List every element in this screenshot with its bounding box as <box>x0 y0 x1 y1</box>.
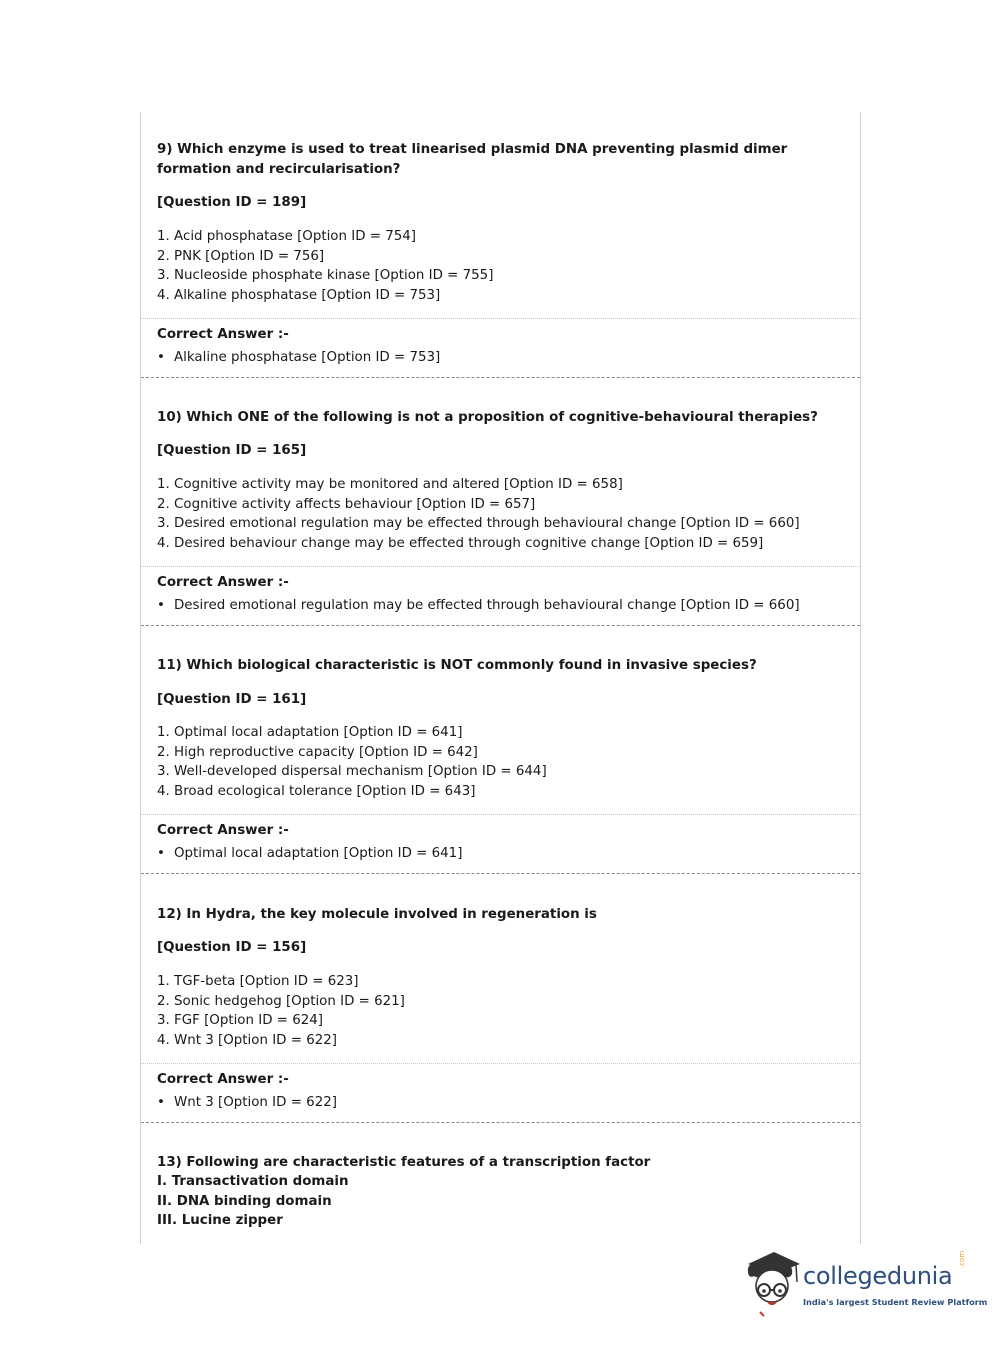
correct-answer-text: Desired emotional regulation may be effected through behavioural change [Option ID = 660] <box>174 598 800 613</box>
correct-answer-text: Wnt 3 [Option ID = 622] <box>174 1095 337 1110</box>
correct-answer-label: Correct Answer :- <box>157 823 289 838</box>
option-item: 4. Wnt 3 [Option ID = 622] <box>157 1032 337 1048</box>
option-item: 2. PNK [Option ID = 756] <box>157 248 325 264</box>
question-separator <box>141 1122 860 1123</box>
correct-answer-text: Alkaline phosphatase [Option ID = 753] <box>174 350 441 365</box>
options-list <box>157 227 493 305</box>
question-title: 13) Following are characteristic features of a transcription factor <box>157 1155 651 1170</box>
question-separator <box>141 377 860 378</box>
statement-item: I. Transactivation domain <box>157 1174 349 1189</box>
question-separator <box>141 873 860 874</box>
option-item: 3. FGF [Option ID = 624] <box>157 1013 324 1028</box>
divider <box>141 566 860 567</box>
option-item: 1. Cognitive activity may be monitored and altered [Option ID = 658] <box>157 477 623 492</box>
option-item: 2. Cognitive activity affects behaviour [Option ID = 657] <box>157 496 536 512</box>
option-item: 1. Acid phosphatase [Option ID = 754] <box>157 229 417 244</box>
option-item: 1. TGF-beta [Option ID = 623] <box>157 974 359 989</box>
option-item: 1. Optimal local adaptation [Option ID = 641] <box>157 725 463 740</box>
question-title: 9) Which enzyme is used to treat linearised plasmid DNA preventing plasmid dimer formation and recircularisation? <box>157 142 788 177</box>
correct-answer-label: Correct Answer :- <box>157 1072 289 1087</box>
brand-name: collegedunia <box>803 1262 953 1290</box>
option-item: 2. High reproductive capacity [Option ID = 642] <box>157 744 478 760</box>
question-id: [Question ID = 156] <box>157 940 307 955</box>
bullet-icon: • <box>157 1095 165 1110</box>
brand-tagline: India's largest Student Review Platform <box>803 1297 988 1307</box>
options-list <box>157 723 547 801</box>
correct-answer-label: Correct Answer :- <box>157 575 289 590</box>
correct-answer <box>157 348 440 368</box>
correct-answer <box>157 596 800 616</box>
option-item: 3. Well-developed dispersal mechanism [Option ID = 644] <box>157 764 547 779</box>
options-list <box>157 475 800 553</box>
divider <box>141 1063 860 1064</box>
statement-list <box>157 1172 349 1231</box>
question-title: 12) In Hydra, the key molecule involved in regeneration is <box>157 907 597 922</box>
question-title: 11) Which biological characteristic is NOT commonly found in invasive species? <box>157 658 757 673</box>
correct-answer-label: Correct Answer :- <box>157 327 289 342</box>
option-item: 3. Desired emotional regulation may be effected through behavioural change [Option ID = 660] <box>157 516 800 531</box>
question-separator <box>141 625 860 626</box>
question-paper-sheet <box>140 112 861 1244</box>
option-item: 2. Sonic hedgehog [Option ID = 621] <box>157 993 405 1009</box>
correct-answer-text: Optimal local adaptation [Option ID = 641] <box>174 846 463 861</box>
statement-item: II. DNA binding domain <box>157 1193 332 1209</box>
option-item: 3. Nucleoside phosphate kinase [Option ID = 755] <box>157 268 494 283</box>
statement-item: III. Lucine zipper <box>157 1213 283 1228</box>
brand-suffix: .com <box>958 1250 966 1268</box>
bullet-icon: • <box>157 846 165 861</box>
question-id: [Question ID = 161] <box>157 692 307 707</box>
correct-answer <box>157 844 462 864</box>
bullet-icon: • <box>157 350 165 365</box>
divider <box>141 318 860 319</box>
question-title: 10) Which ONE of the following is not a proposition of cognitive-behavioural therapies? <box>157 410 818 425</box>
bullet-icon: • <box>157 598 165 613</box>
correct-answer <box>157 1093 337 1113</box>
option-item: 4. Alkaline phosphatase [Option ID = 753] <box>157 287 441 303</box>
question-id: [Question ID = 189] <box>157 195 307 210</box>
question-id: [Question ID = 165] <box>157 443 307 458</box>
divider <box>141 814 860 815</box>
option-item: 4. Desired behaviour change may be effected through cognitive change [Option ID = 659] <box>157 535 764 551</box>
option-item: 4. Broad ecological tolerance [Option ID = 643] <box>157 783 476 799</box>
options-list <box>157 972 405 1050</box>
